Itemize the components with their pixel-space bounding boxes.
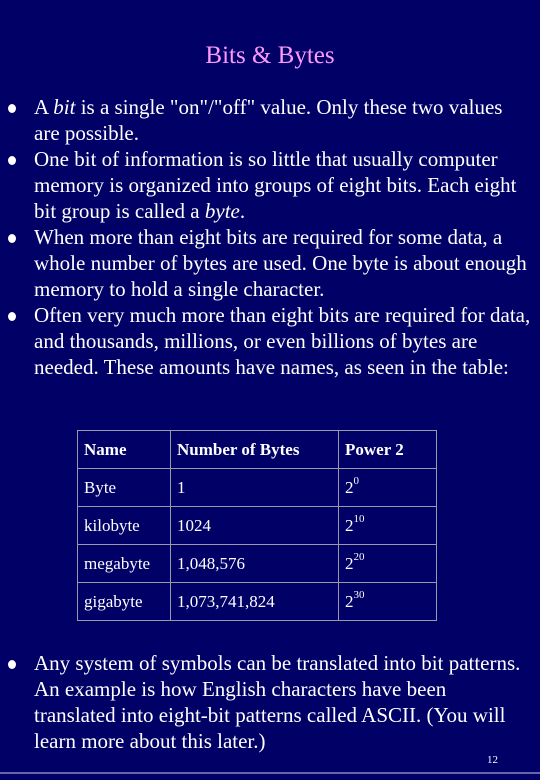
bullet-dot-icon — [8, 156, 16, 165]
table-cell: gigabyte — [78, 583, 171, 621]
table-cell: kilobyte — [78, 507, 171, 545]
bullet-dot-icon — [8, 312, 16, 321]
table-cell: 1,048,576 — [171, 545, 339, 583]
table-cell: 1024 — [171, 507, 339, 545]
page-number: 12 — [487, 754, 498, 766]
bullet-dot-icon — [8, 660, 16, 669]
table-header-cell: Name — [78, 431, 171, 469]
bullet-item: One bit of information is so little that usually computer memory is organized into groups of eight bits. Each eight bit group is called a byte. — [8, 146, 532, 224]
table-header-cell: Number of Bytes — [171, 431, 339, 469]
table-cell: $2^{30}$ — [339, 583, 437, 621]
bullet-item: A bit is a single "on"/"off" value. Only these two values are possible. — [8, 94, 532, 146]
bullet-item-last: Any system of symbols can be translated into bit patterns. An example is how English characters have been translated into eight-bit patterns called ASCII. (You will learn more about this later.) — [8, 650, 532, 754]
table-row — [78, 583, 437, 621]
table-cell: Byte — [78, 469, 171, 507]
table-cell: megabyte — [78, 545, 171, 583]
bottom-divider — [0, 772, 540, 774]
bullet-item: Often very much more than eight bits are required for data, and thousands, millions, or even billions of bytes are needed. These amounts have names, as seen in the table: — [8, 302, 532, 380]
table-cell: $2^{10}$ — [339, 507, 437, 545]
table-header-row — [78, 431, 437, 469]
table-row — [78, 545, 437, 583]
table-cell: $2^{20}$ — [339, 545, 437, 583]
bullet-dot-icon — [8, 234, 16, 243]
bullet-dot-icon — [8, 104, 16, 113]
bullet-item: When more than eight bits are required for some data, a whole number of bytes are used. One byte is about enough memory to hold a single character. — [8, 224, 532, 302]
table-row — [78, 469, 437, 507]
slide-title: Bits & Bytes — [205, 42, 335, 69]
bullet-list — [8, 94, 532, 380]
bytes-table — [77, 430, 437, 621]
table-cell: $2^0$ — [339, 469, 437, 507]
table-cell: 1,073,741,824 — [171, 583, 339, 621]
table-cell: 1 — [171, 469, 339, 507]
table-header-cell: Power 2 — [339, 431, 437, 469]
table-row — [78, 507, 437, 545]
